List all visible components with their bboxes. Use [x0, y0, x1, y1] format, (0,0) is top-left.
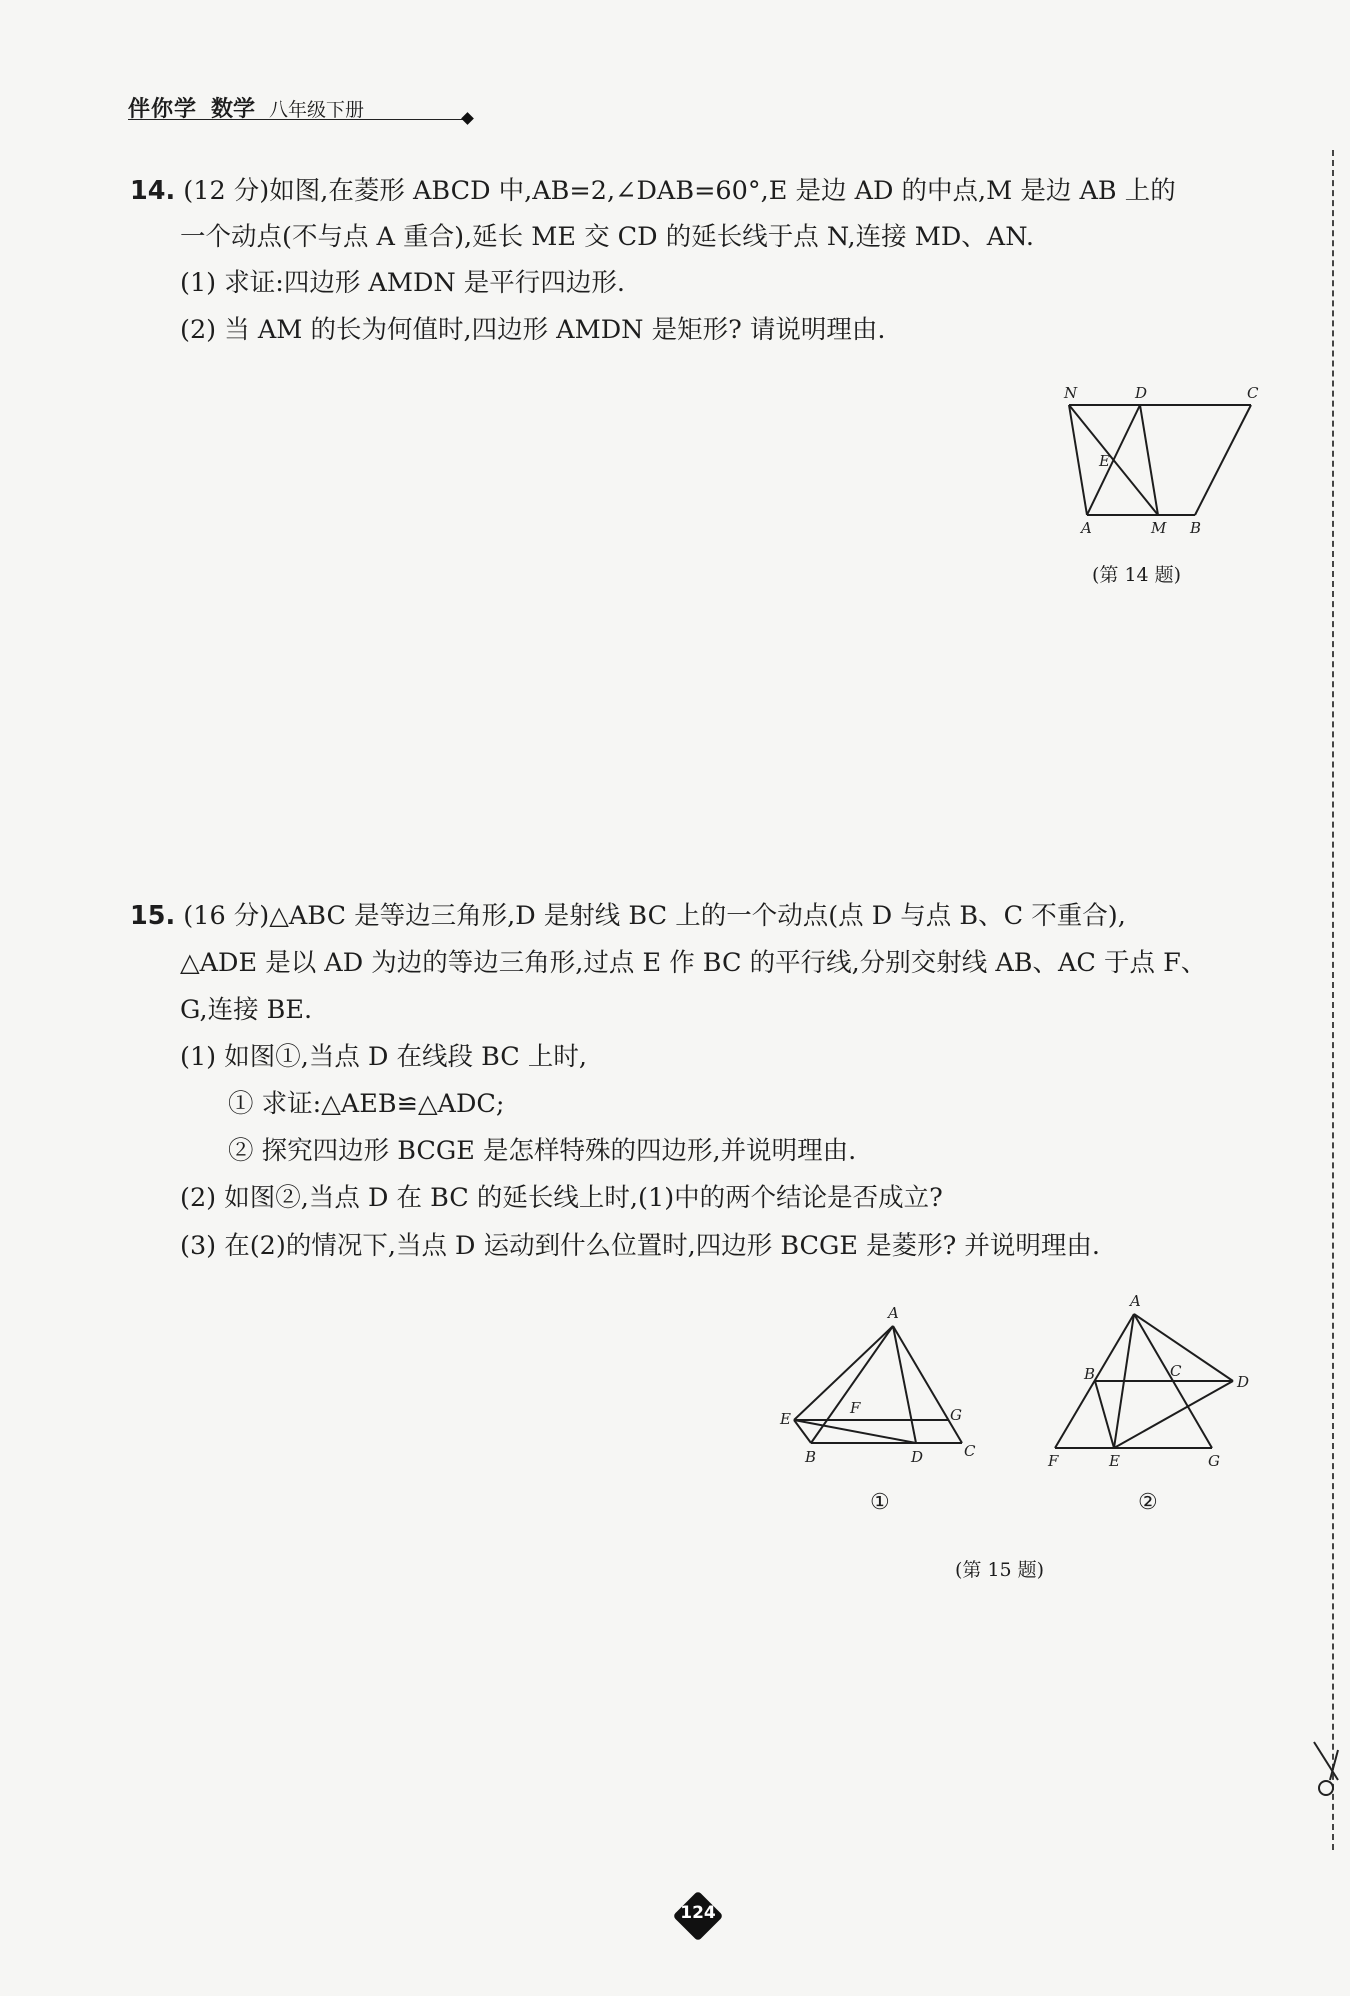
- fig1-label-d: D: [911, 1448, 924, 1466]
- q15-part1: (1) 如图①,当点 D 在线段 BC 上时,: [180, 1042, 588, 1072]
- fig2-line-ed: [1114, 1381, 1233, 1448]
- fig2-line-ad: [1134, 1314, 1233, 1381]
- fig2-label-d: D: [1237, 1373, 1250, 1391]
- q14-stem-line1: [130, 174, 1176, 208]
- page-number-badge: [672, 1890, 724, 1942]
- q14-label-c: C: [1247, 384, 1259, 402]
- q14-line-dm: [1140, 405, 1158, 515]
- q15-figure2-number: ②: [1138, 1490, 1158, 1515]
- q15-part2: (2) 如图②,当点 D 在 BC 的延长线上时,(1)中的两个结论是否成立?: [180, 1183, 943, 1213]
- book-brand: 伴你学: [128, 97, 198, 122]
- fig2-label-c: C: [1170, 1362, 1182, 1380]
- q14-text-line1: (12 分)如图,在菱形 ABCD 中,AB=2,∠DAB=60°,E 是边 AD 的中点,M 是边 AB 上的: [183, 176, 1176, 206]
- q14-caption: (第 14 题): [1092, 564, 1182, 586]
- page-number: 124: [680, 1903, 716, 1923]
- q14-label-d: D: [1135, 384, 1148, 402]
- fig1-line-ae: [794, 1326, 893, 1420]
- scissors-icon: [1308, 1740, 1348, 1800]
- q14-number: 14.: [130, 176, 176, 206]
- fig1-label-c: C: [964, 1442, 976, 1460]
- fig2-label-e: E: [1109, 1452, 1120, 1470]
- q14-part1: (1) 求证:四边形 AMDN 是平行四边形.: [180, 268, 625, 298]
- q14-part2: (2) 当 AM 的长为何值时,四边形 AMDN 是矩形? 请说明理由.: [180, 315, 886, 345]
- q15-part1b: ② 探究四边形 BCGE 是怎样特殊的四边形,并说明理由.: [228, 1136, 857, 1166]
- q15-stem-line3: G,连接 BE.: [180, 995, 313, 1025]
- q14-figure: [1055, 384, 1259, 537]
- q14-line-na: [1069, 405, 1087, 515]
- q15-figure2: [1040, 1290, 1260, 1470]
- fig1-label-g: G: [950, 1406, 962, 1424]
- q15-text-line1: (16 分)△ABC 是等边三角形,D 是射线 BC 上的一个动点(点 D 与点 B、C 不重合),: [183, 901, 1126, 931]
- fig1-label-f: F: [850, 1399, 861, 1417]
- q15-figure1-number: ①: [870, 1490, 890, 1515]
- fig2-label-a: A: [1130, 1292, 1141, 1310]
- header-rule: [128, 119, 468, 120]
- fig1-line-ac: [893, 1326, 962, 1443]
- page-header: [128, 92, 478, 128]
- cut-line-dashed: [1332, 150, 1334, 1850]
- q14-stem-line2: 一个动点(不与点 A 重合),延长 ME 交 CD 的延长线于点 N,连接 MD、AN.: [180, 222, 1034, 252]
- q14-line-bc: [1195, 405, 1251, 515]
- q15-figure1: [780, 1300, 1000, 1470]
- fig1-label-b: B: [805, 1448, 817, 1466]
- q15-stem-line2: △ADE 是以 AD 为边的等边三角形,过点 E 作 BC 的平行线,分别交射线 AB、AC 于点 F、: [180, 948, 1207, 978]
- fig1-label-a: A: [888, 1304, 899, 1322]
- q14-label-m: M: [1151, 519, 1167, 537]
- q14-line-nm: [1069, 405, 1158, 515]
- fig2-label-b: B: [1084, 1365, 1096, 1383]
- q15-caption: (第 15 题): [955, 1559, 1045, 1581]
- fig2-label-f: F: [1048, 1452, 1059, 1470]
- book-subject: 数学: [211, 97, 256, 122]
- q14-label-n: N: [1064, 384, 1078, 402]
- q15-stem-line1: [130, 899, 1126, 933]
- q15-part3: (3) 在(2)的情况下,当点 D 运动到什么位置时,四边形 BCGE 是菱形? 并说明理由.: [180, 1231, 1101, 1261]
- q15-number: 15.: [130, 901, 176, 931]
- fig2-label-g: G: [1208, 1452, 1220, 1470]
- q15-part1a: ① 求证:△AEB≌△ADC;: [228, 1089, 505, 1119]
- q14-label-a: A: [1081, 519, 1092, 537]
- fig2-line-be: [1095, 1381, 1114, 1448]
- q14-label-e: E: [1099, 452, 1110, 470]
- fig1-label-e: E: [780, 1410, 791, 1428]
- q14-label-b: B: [1190, 519, 1202, 537]
- book-grade: 八年级下册: [269, 99, 365, 121]
